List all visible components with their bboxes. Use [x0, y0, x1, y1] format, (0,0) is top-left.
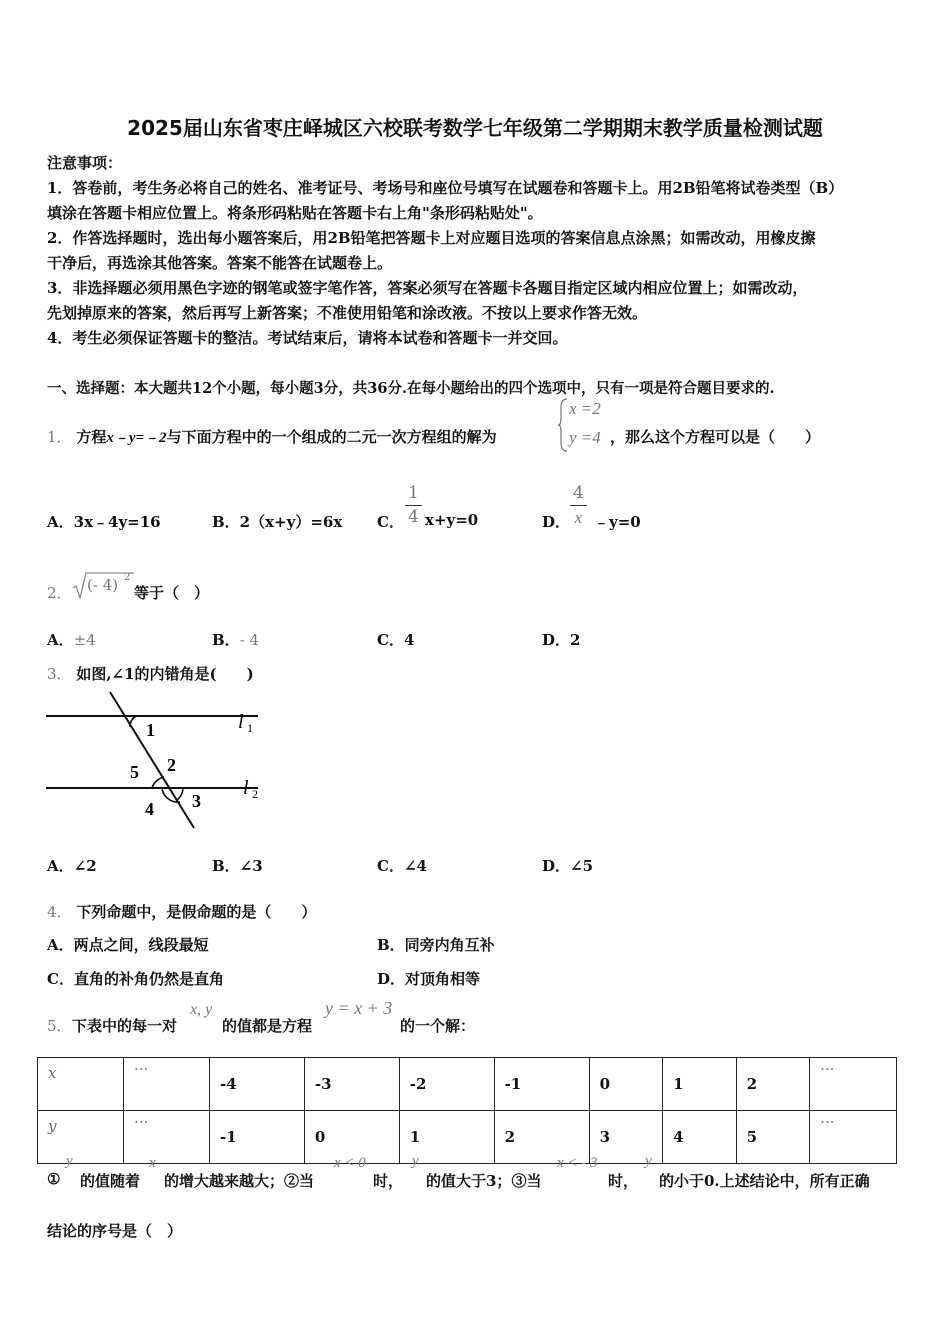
- question-text: 下表中的每一对: [72, 1017, 178, 1035]
- option-b: B．同旁内角互补: [377, 936, 495, 954]
- notice-line: 4．考生必须保证答题卡的整洁。考试结束后，请将本试卷和答题卡一并交回。: [47, 329, 568, 347]
- variable-y: y: [645, 1153, 652, 1169]
- question-text: 的一个解：: [400, 1017, 476, 1035]
- table-cell: 4: [663, 1111, 737, 1164]
- option-value: ±4: [73, 631, 96, 649]
- option-d-rest: ﹣y=0: [594, 513, 641, 531]
- table-cell: 3: [589, 1111, 663, 1164]
- equation-system: [557, 397, 607, 455]
- question-3: [47, 663, 254, 684]
- fraction-numerator: 1: [405, 485, 422, 506]
- table-cell: ···: [124, 1058, 210, 1111]
- notice-line: 1．答卷前，考生务必将自己的姓名、准考证号、考场号和座位号填写在试题卷和答题卡上。用2B铅笔将试卷类型（B）: [47, 179, 844, 197]
- angle-4-label: 4: [145, 799, 154, 819]
- angle-1-label: 1: [146, 720, 155, 740]
- question-text: 等于（ ）: [134, 584, 210, 602]
- option-c: C．4: [377, 631, 415, 649]
- option-label: D．: [542, 513, 571, 531]
- fraction-denominator: 4: [408, 507, 419, 527]
- table-cell: -1: [494, 1058, 589, 1111]
- option-b: B．2（x+y）=6x: [212, 513, 343, 531]
- statement-text: 结论的序号是（ ）: [47, 1222, 183, 1240]
- table-cell: -4: [210, 1058, 305, 1111]
- option-a: A．3x﹣4y=16: [47, 513, 161, 531]
- section-heading: 一、选择题：本大题共12个小题，每小题3分，共36分.在每小题给出的四个选项中，只有一项是符合题目要求的.: [47, 380, 775, 397]
- variable-x: x: [149, 1155, 156, 1171]
- option-label: A．: [47, 631, 74, 649]
- equation: y = x + 3: [325, 998, 393, 1018]
- table-cell: y: [38, 1111, 124, 1164]
- condition-1: x < 0: [334, 1155, 366, 1171]
- angle-figure: [40, 690, 280, 830]
- option-d: [542, 511, 570, 532]
- question-text: ，那么这个方程可以是（ ）: [610, 428, 821, 446]
- variable-y: y: [66, 1153, 73, 1169]
- table-cell: 1: [399, 1111, 494, 1164]
- table-cell: ···: [810, 1058, 897, 1111]
- brace-icon: [557, 397, 569, 453]
- table-cell: ···: [810, 1111, 897, 1164]
- option-label: B．: [212, 631, 240, 649]
- notice-line: 干净后，再选涂其他答案。答案不能答在试题卷上。: [47, 254, 393, 272]
- notice-heading: 注意事项：: [47, 154, 123, 172]
- question-1: [47, 426, 497, 447]
- sqrt-expression: [72, 571, 134, 601]
- label-l1: l: [238, 711, 244, 733]
- table-cell: x: [38, 1058, 124, 1111]
- option-d: D．∠5: [542, 857, 594, 875]
- notice-line: 3．非选择题必须用黑色字迹的钢笔或签字笔作答，答案必须写在答题卡各题目指定区域内相应位置上；如需改动，: [47, 279, 808, 297]
- question-number: 1．: [47, 428, 72, 446]
- option-label: C．: [377, 513, 404, 531]
- angle-5-arc: [152, 777, 164, 788]
- option-b: B．∠3: [212, 857, 263, 875]
- table-cell: 2: [494, 1111, 589, 1164]
- option-c: [377, 511, 404, 532]
- angle-5-label: 5: [130, 762, 139, 782]
- table-cell: -3: [304, 1058, 399, 1111]
- system-line-1: x =2: [569, 399, 601, 418]
- question-text: 方程: [76, 428, 107, 446]
- label-l2: l: [243, 777, 249, 799]
- angle-3-label: 3: [192, 791, 201, 811]
- notice-line: 2．作答选择题时，选出每小题答案后，用2B铅笔把答题卡上对应题目选项的答案信息点涂黑；如需改动，用橡皮擦: [47, 229, 816, 247]
- question-4: [47, 901, 316, 922]
- values-table: [37, 1057, 897, 1164]
- fraction-denominator: x: [574, 508, 583, 527]
- system-line-2: y =4: [569, 428, 601, 447]
- variables-xy: x, y: [190, 1001, 213, 1018]
- question-number: 3．: [47, 665, 72, 683]
- angle-2-label: 2: [167, 755, 176, 775]
- exponent: 2: [124, 572, 131, 583]
- page-title: 2025届山东省枣庄峄城区六校联考数学七年级第二学期期末教学质量检测试题: [127, 116, 823, 140]
- statement-text: 的增大越来越大；②当: [164, 1172, 315, 1190]
- variable-y: y: [412, 1153, 419, 1169]
- table-cell: 2: [736, 1058, 810, 1111]
- radicand: (- 4): [87, 576, 119, 594]
- option-b: [212, 629, 259, 650]
- table-cell: -1: [210, 1111, 305, 1164]
- option-c: C．直角的补角仍然是直角: [47, 970, 224, 988]
- table-cell: 5: [736, 1111, 810, 1164]
- statement-text: 的值随着: [80, 1172, 141, 1190]
- option-d: D．2: [542, 631, 581, 649]
- fraction-numerator: 4: [570, 485, 587, 506]
- label-l1-sub: 1: [247, 721, 253, 735]
- table-cell: 0: [304, 1111, 399, 1164]
- option-c-rest: x+y=0: [425, 511, 479, 529]
- statement-marker: ①: [47, 1170, 61, 1188]
- question-text: 下列命题中，是假命题的是（ ）: [76, 903, 317, 921]
- label-l2-sub: 2: [252, 787, 258, 801]
- table-row: [38, 1111, 897, 1164]
- statement-text: 时，: [373, 1172, 404, 1190]
- angle-3-arc: [177, 788, 183, 800]
- option-a: [47, 629, 96, 650]
- option-d: D．对顶角相等: [377, 970, 481, 988]
- notice-line: 填涂在答题卡相应位置上。将条形码粘贴在答题卡右上角"条形码粘贴处"。: [47, 204, 543, 222]
- question-number: 5．: [47, 1017, 72, 1035]
- notice-line: 先划掉原来的答案，然后再写上新答案；不准使用铅笔和涂改液。不按以上要求作答无效。: [47, 304, 648, 322]
- table-cell: -2: [399, 1058, 494, 1111]
- option-value: - 4: [239, 631, 260, 649]
- equation: x﹣y=﹣2: [106, 430, 167, 446]
- question-text: 如图,∠1的内错角是( ): [76, 665, 254, 683]
- table-cell: 1: [663, 1058, 737, 1111]
- option-a: A．∠2: [47, 857, 97, 875]
- fraction: [570, 485, 587, 526]
- question-text: 与下面方程中的一个组成的二元一次方程组的解为: [166, 428, 497, 446]
- statement-text: 时，: [608, 1172, 639, 1190]
- fraction: [405, 485, 422, 526]
- option-a: A．两点之间，线段最短: [47, 936, 209, 954]
- table-cell: ···: [124, 1111, 210, 1164]
- condition-2: x < - 3: [557, 1155, 598, 1171]
- question-number: 2．: [47, 584, 72, 602]
- statement-text: 的值大于3；③当: [426, 1172, 542, 1190]
- table-cell: 0: [589, 1058, 663, 1111]
- question-text: 的值都是方程: [222, 1017, 313, 1035]
- question-number: 4．: [47, 903, 72, 921]
- option-c: C．∠4: [377, 857, 427, 875]
- table-row: [38, 1058, 897, 1111]
- statement-text: 的小于0.上述结论中，所有正确: [659, 1172, 870, 1190]
